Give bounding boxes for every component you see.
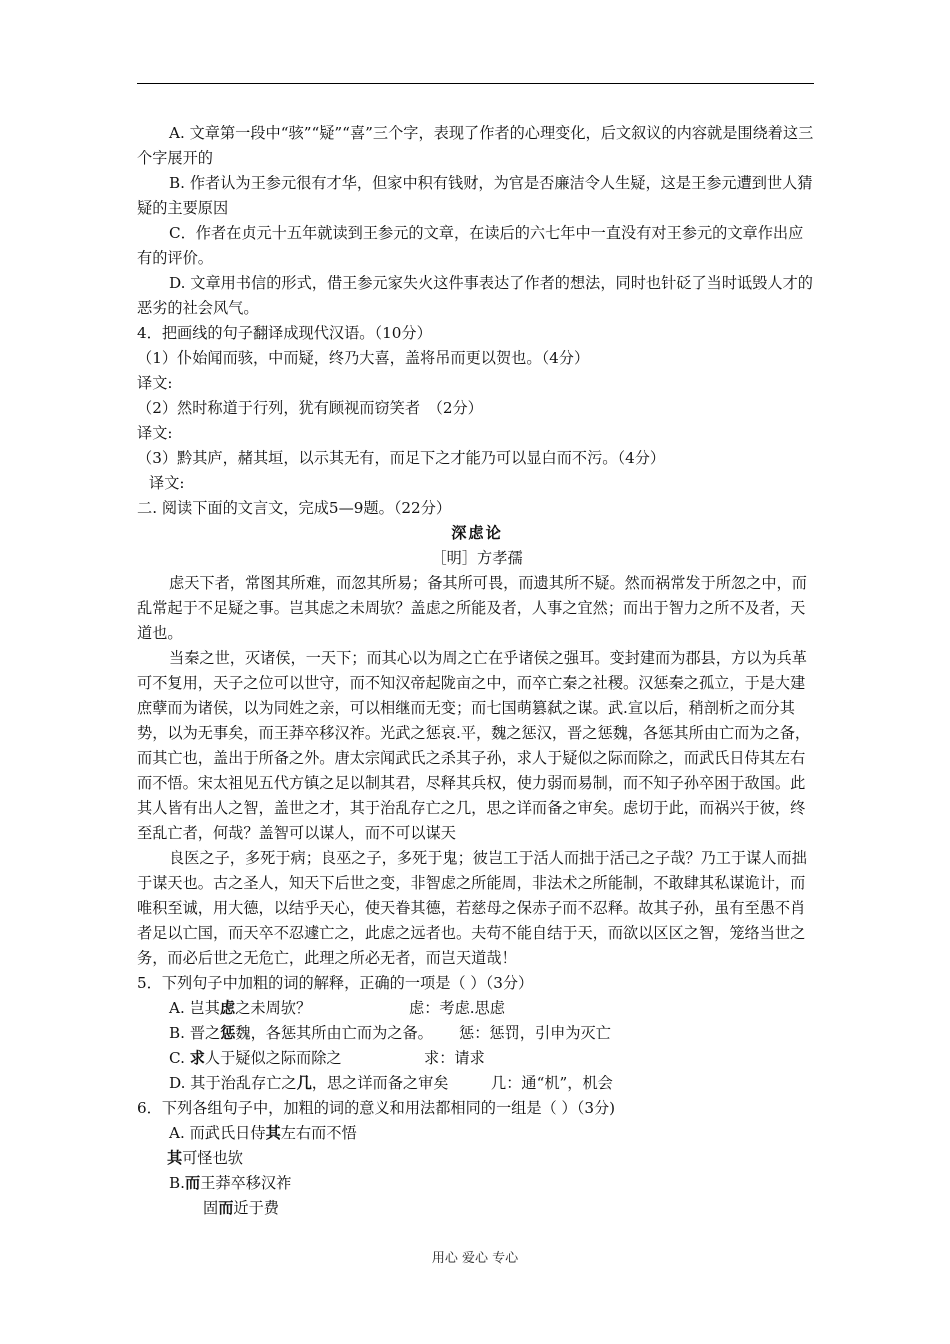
q5-option-a [137,996,817,1021]
q6-b1-bold-word: 而 [185,1174,201,1192]
q6-b2-bold-word: 而 [218,1199,234,1217]
q4-answer-label-3: 译文: [149,474,185,492]
q6-option-b-line-1 [137,1171,817,1196]
q4-sentence-1: （1）仆始闻而骇，中而疑，终乃大喜，盖将吊而更以贺也。（4分） [137,349,590,367]
q4-sentence-2: （2）然时称道于行列，犹有顾视而窃笑者 （2分） [137,399,483,417]
q6-option-a-line-1 [137,1121,817,1146]
q3-option-d: D. 文章用书信的形式，借王参元家失火这件事表达了作者的想法，同时也针砭了当时诋毁人才的恶劣的社会风气。 [137,274,813,317]
q5-a-text-end: 之未周欤？ [235,999,312,1017]
q5-a-bold-word: 虑 [220,999,236,1017]
q5-b-text: B. 晋之 [169,1024,221,1042]
document-body [137,121,817,1221]
q6-a2-text-end: 可怪也欤 [182,1149,243,1167]
q5-a-text: A. 岂其 [169,999,220,1017]
q5-option-c [137,1046,817,1071]
q5-c-bold-word: 求 [189,1049,205,1067]
q3-option-c: C．作者在贞元十五年就读到王参元的文章，在读后的六七年中一直没有对王参元的文章作出应有的评价。 [137,224,804,267]
q6-stem: 6．下列各组句子中，加粗的词的意义和用法都相同的一组是（ ）（3分) [137,1099,616,1117]
q6-option-b-line-2 [137,1196,817,1221]
q5-d-text-end: ，思之详而备之审矣 [311,1074,449,1092]
q4-answer-label-1: 译文: [137,374,173,392]
q6-a2-bold-word: 其 [167,1149,183,1167]
passage-paragraph-3: 良医之子，多死于病；良巫之子，多死于鬼；彼岂工于活人而拙于活己之子哉？乃工于谋人而拙于谋天也。古之圣人，知天下后世之变，非智虑之所能周，非法术之所能制，不敢肆其私谋诡计，而唯积至诚，用大德，以结乎天心，使天眷其德，若慈母之保赤子而不忍释。故其子孙，虽有至愚不肖者足以亡国，而天卒不忍遽亡之，此虑之远者也。夫苟不能自结于天，而欲以区区之智，笼络当世之务，而必后世之无危亡，此理之所必无者，而岂天道哉！ [137,849,807,967]
q6-b2-text-end: 近于费 [233,1199,279,1217]
q5-c-gloss: 求：请求 [424,1049,485,1067]
q5-b-gloss: 惩：惩罚，引申为灭亡 [459,1024,611,1042]
q6-option-a-line-2 [137,1146,817,1171]
q5-c-text: C. [169,1049,190,1067]
section-2-heading: 二. 阅读下面的文言文，完成5—9题。（22分） [137,499,452,517]
q6-a1-text: A. 而武氏日侍 [169,1124,266,1142]
header-rule [137,83,814,84]
passage-paragraph-2: 当秦之世，灭诸侯，一天下；而其心以为周之亡在乎诸侯之强耳。变封建而为郡县，方以为兵革可不复用，天子之位可以世守，而不知汉帝起陇亩之中，而卒亡秦之社稷。汉惩秦之孤立，于是大建庶孽而为诸侯，以为同姓之亲，可以相继而无变；而七国萌篡弑之谋。武.宣以后，稍剖析之而分其势，以为无事矣，而王莽卒移汉祚。光武之惩哀.平，魏之惩汉，晋之惩魏，各惩其所由亡而为之备，而其亡也，盖出于所备之外。唐太宗闻武氏之杀其子孙，求人于疑似之际而除之，而武氏日侍其左右而不悟。宋太祖见五代方镇之足以制其君，尽释其兵权，使力弱而易制，而不知子孙卒困于敌国。此其人皆有出人之智，盖世之才，其于治乱存亡之几，思之详而备之审矣。虑切于此，而祸兴于彼，终至乱亡者，何哉？盖智可以谋人，而不可以谋天 [137,649,811,842]
q5-b-bold-word: 惩 [220,1024,236,1042]
q4-stem: 4．把画线的句子翻译成现代汉语。（10分） [137,324,432,342]
q5-d-bold-word: 几 [296,1074,312,1092]
page-footer: 用心 爱心 专心 [431,1251,519,1266]
q5-option-d [137,1071,817,1096]
q5-c-text-end: 人于疑似之际而除之 [204,1049,342,1067]
q4-answer-label-2: 译文: [137,424,173,442]
q5-a-gloss: 虑：考虑.思虑 [409,999,505,1017]
q3-option-a: A. 文章第一段中“骇”“疑”“喜”三个字，表现了作者的心理变化，后文叙议的内容就是围绕着这三个字展开的 [137,124,814,167]
q6-b2-text: 固 [203,1199,219,1217]
q6-a1-text-end: 左右而不悟 [280,1124,357,1142]
passage-title: 深虑论 [451,524,503,542]
q5-d-gloss: 几：通“机”，机会 [491,1074,613,1092]
q4-sentence-3: （3）黔其庐，赭其垣，以示其无有，而足下之才能乃可以显白而不污。（4分） [137,449,666,467]
q6-b1-text-end: 王莽卒移汉祚 [200,1174,292,1192]
q6-b1-text: B. [169,1174,185,1192]
passage-paragraph-1: 虑天下者，常图其所难，而忽其所易；备其所可畏，而遗其所不疑。然而祸常发于所忽之中，而乱常起于不足疑之事。岂其虑之未周欤？盖虑之所能及者，人事之宜然；而出于智力之所不及者，天道也。 [137,574,807,642]
q3-option-b: B. 作者认为王参元很有才华，但家中积有钱财，为官是否廉洁令人生疑，这是王参元遭到世人猜疑的主要原因 [137,174,813,217]
q5-d-text: D. 其于治乱存亡之 [169,1074,297,1092]
q5-stem: 5．下列句子中加粗的词的解释，正确的一项是（ ）（3分） [137,974,534,992]
q6-a1-bold-word: 其 [265,1124,281,1142]
q5-b-text-end: 魏，各惩其所由亡而为之备。 [235,1024,433,1042]
passage-author: ［明］方孝孺 [431,549,523,567]
q5-option-b [137,1021,817,1046]
